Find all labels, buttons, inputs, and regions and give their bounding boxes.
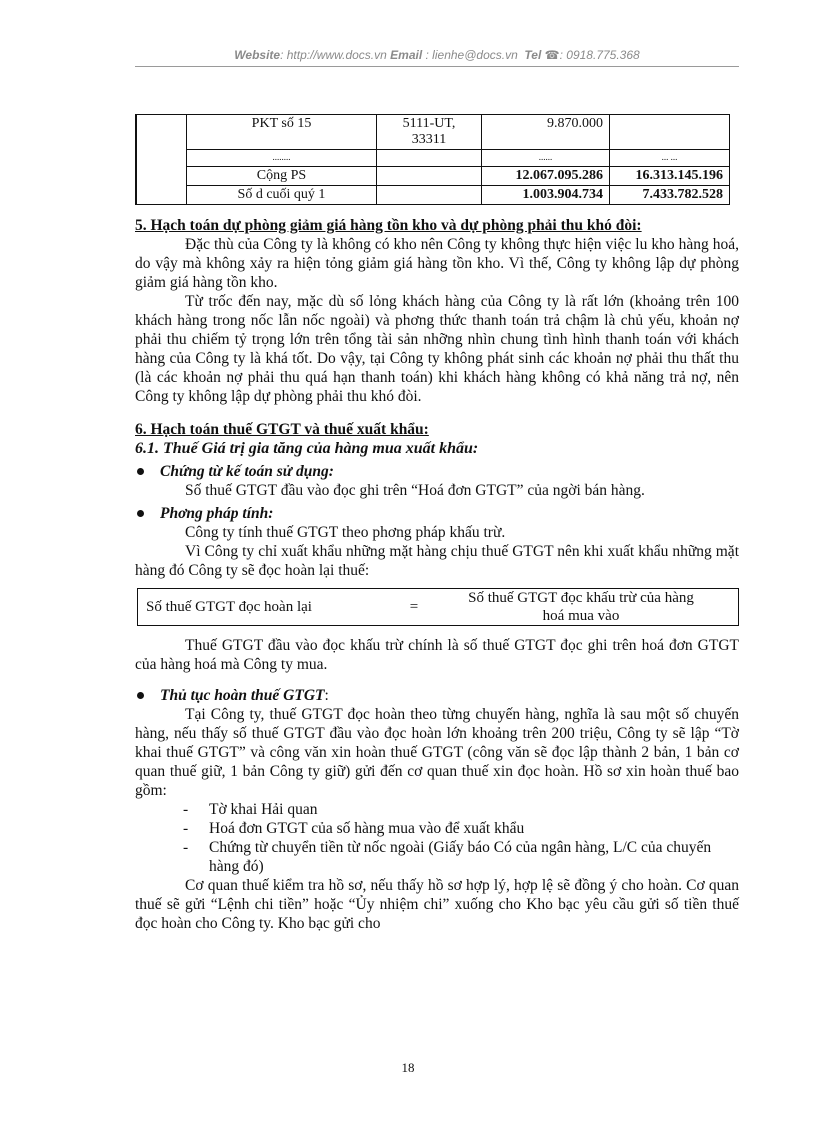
formula-rhs-line-2: hoá mua vào <box>542 608 620 624</box>
formula-lhs: Số thuế GTGT đọc hoàn lại <box>146 598 312 615</box>
method-line-1: Công ty tính thuế GTGT theo phơng pháp khấu trừ. <box>185 524 506 541</box>
bullet-icon <box>137 692 144 699</box>
list-item <box>183 819 739 838</box>
bullet-method <box>135 504 739 523</box>
document-body <box>135 216 739 933</box>
ledger-table <box>135 114 730 205</box>
table-cell <box>377 167 482 186</box>
formula-rhs-line-1: Số thuế GTGT đọc khấu trừ của hàng <box>468 590 694 606</box>
table-cell: 12.067.095.286 <box>482 167 610 186</box>
dash-icon: - <box>183 839 189 856</box>
section-5-paragraph-1: Đặc thù của Công ty là không có kho nên Công ty không thực hiện việc lu kho hàng hoá, do vậy mà không xảy ra hiện tỏng giảm giá hàng tồn kho. Vì thế, Công ty không lập dự phòng giảm giá hàng tồn kho. <box>135 236 739 291</box>
bullet-colon: : <box>324 687 329 704</box>
table-cell: Cộng PS <box>187 167 377 186</box>
table-cell: 9.870.000 <box>482 115 610 150</box>
section-5-paragraph-2: Từ trốc đến nay, mặc dù số lỏng khách hàng của Công ty là rất lớn (khoảng trên 100 khách hàng trong nốc lẫn nốc ngoài) và phơng thức thanh toán trả chậm là chủ yếu, khoản nợ phải thu chiếm tỷ trọng lớn trên tổng tài sản nhỡng nhìn chung tình hình thanh toán với khách hàng của Công ty là khá tốt. Do vậy, tại Công ty không phát sinh các khoản nợ phải thu thất thu (là các khoản nợ phải thu quá hạn thanh toán) khi khách hàng không có khả năng trả nợ, nên Công ty không lập dự phòng phải thu khó đòi. <box>135 293 739 405</box>
table-row <box>136 167 730 186</box>
closing-paragraph: Cơ quan thuế kiểm tra hồ sơ, nếu thấy hồ sơ hợp lý, hợp lệ sẽ đồng ý cho hoàn. Cơ quan thuế sẽ gửi “Lệnh chi tiền” hoặc “Ủy nhiệm chi” xuống cho Kho bạc yêu cầu gửi số tiền thuế đọc hoàn cho Công ty. Kho bạc gửi cho <box>135 877 739 932</box>
method-line-2: Vì Công ty chỉ xuất khẩu những mặt hàng chịu thuế GTGT nên khi xuất khẩu những mặt hàng đó Công ty sẽ đọc hoàn lại thuế: <box>135 543 739 579</box>
table-row <box>136 150 730 167</box>
table-cell: ... ... <box>610 150 730 167</box>
table-row <box>136 186 730 205</box>
list-item-text: Tờ khai Hải quan <box>209 801 318 818</box>
page-header <box>135 48 739 62</box>
tel-value: ☎: 0918.775.368 <box>544 48 640 62</box>
table-cell: 7.433.782.528 <box>610 186 730 205</box>
procedure-text: Tại Công ty, thuế GTGT đọc hoàn theo từng chuyến hàng, nghĩa là sau một số chuyến hàng, nếu thấy số thuế GTGT đầu vào đọc hoàn lớn khoảng trên 200 triệu, Công ty sẽ lập “Tờ khai thuế GTGT” và công văn xin hoàn thuế GTGT (công văn sẽ đọc lập thành 2 bản, 1 bản cơ quan thuế giữ, 1 bản Công ty giữ) gửi đến cơ quan thuế xin đọc hoàn. Hồ sơ xin hoàn thuế bao gồm: <box>135 706 739 799</box>
list-item-text: Hoá đơn GTGT của số hàng mua vào để xuất khẩu <box>209 820 525 837</box>
formula-box <box>137 588 739 626</box>
email-label: Email <box>390 48 423 62</box>
formula-equals: = <box>409 598 419 615</box>
dash-icon: - <box>183 820 189 837</box>
table-cell-empty <box>136 115 187 205</box>
table-cell: 1.003.904.734 <box>482 186 610 205</box>
bullet-label: Thủ tục hoàn thuế GTGT <box>160 687 325 704</box>
table-cell: 5111-UT, 33311 <box>377 115 482 150</box>
table-cell <box>377 186 482 205</box>
header-divider <box>135 66 739 67</box>
table-cell: ...... <box>482 150 610 167</box>
tel-label: Tel <box>524 48 542 62</box>
after-formula-text: Thuế GTGT đầu vào đọc khấu trừ chính là số thuế GTGT đọc ghi trên hoá đơn GTGT của hàng hoá mà Công ty mua. <box>135 637 739 673</box>
table-row <box>136 115 730 150</box>
email-value[interactable]: : lienhe@docs.vn <box>425 48 518 62</box>
section-6-heading: 6. Hạch toán thuế GTGT và thuế xuất khẩu: <box>135 421 429 438</box>
bullet-label: Chứng từ kế toán sử dụng: <box>160 463 334 480</box>
website-label: Website <box>234 48 281 62</box>
table-cell: Số d cuối quý 1 <box>187 186 377 205</box>
website-value[interactable]: : http://www.docs.vn <box>280 48 387 62</box>
bullet-icon <box>137 468 144 475</box>
table-cell <box>610 115 730 150</box>
bullet-icon <box>137 510 144 517</box>
formula-rhs <box>432 589 730 625</box>
list-item <box>183 800 739 819</box>
table-cell <box>377 150 482 167</box>
section-5-heading: 5. Hạch toán dự phòng giảm giá hàng tồn kho và dự phòng phải thu khó đòi: <box>135 217 642 234</box>
table-cell: 16.313.145.196 <box>610 167 730 186</box>
dash-icon: - <box>183 801 189 818</box>
table-cell: PKT số 15 <box>187 115 377 150</box>
bullet-documents <box>135 462 739 481</box>
page-number: 18 <box>401 1060 415 1075</box>
bullet-procedure <box>135 686 739 705</box>
table-cell: ........ <box>187 150 377 167</box>
bullet-documents-text: Số thuế GTGT đầu vào đọc ghi trên “Hoá đơn GTGT” của ngời bán hàng. <box>185 482 645 499</box>
bullet-label: Phơng pháp tính: <box>160 505 274 522</box>
list-item <box>183 838 739 876</box>
section-6-1-heading: 6.1. Thuế Giá trị gia tăng của hàng mua xuất khẩu: <box>135 440 479 457</box>
list-item-text: Chứng từ chuyển tiền từ nốc ngoài (Giấy báo Có của ngân hàng, L/C của chuyến hàng đó) <box>209 839 712 875</box>
